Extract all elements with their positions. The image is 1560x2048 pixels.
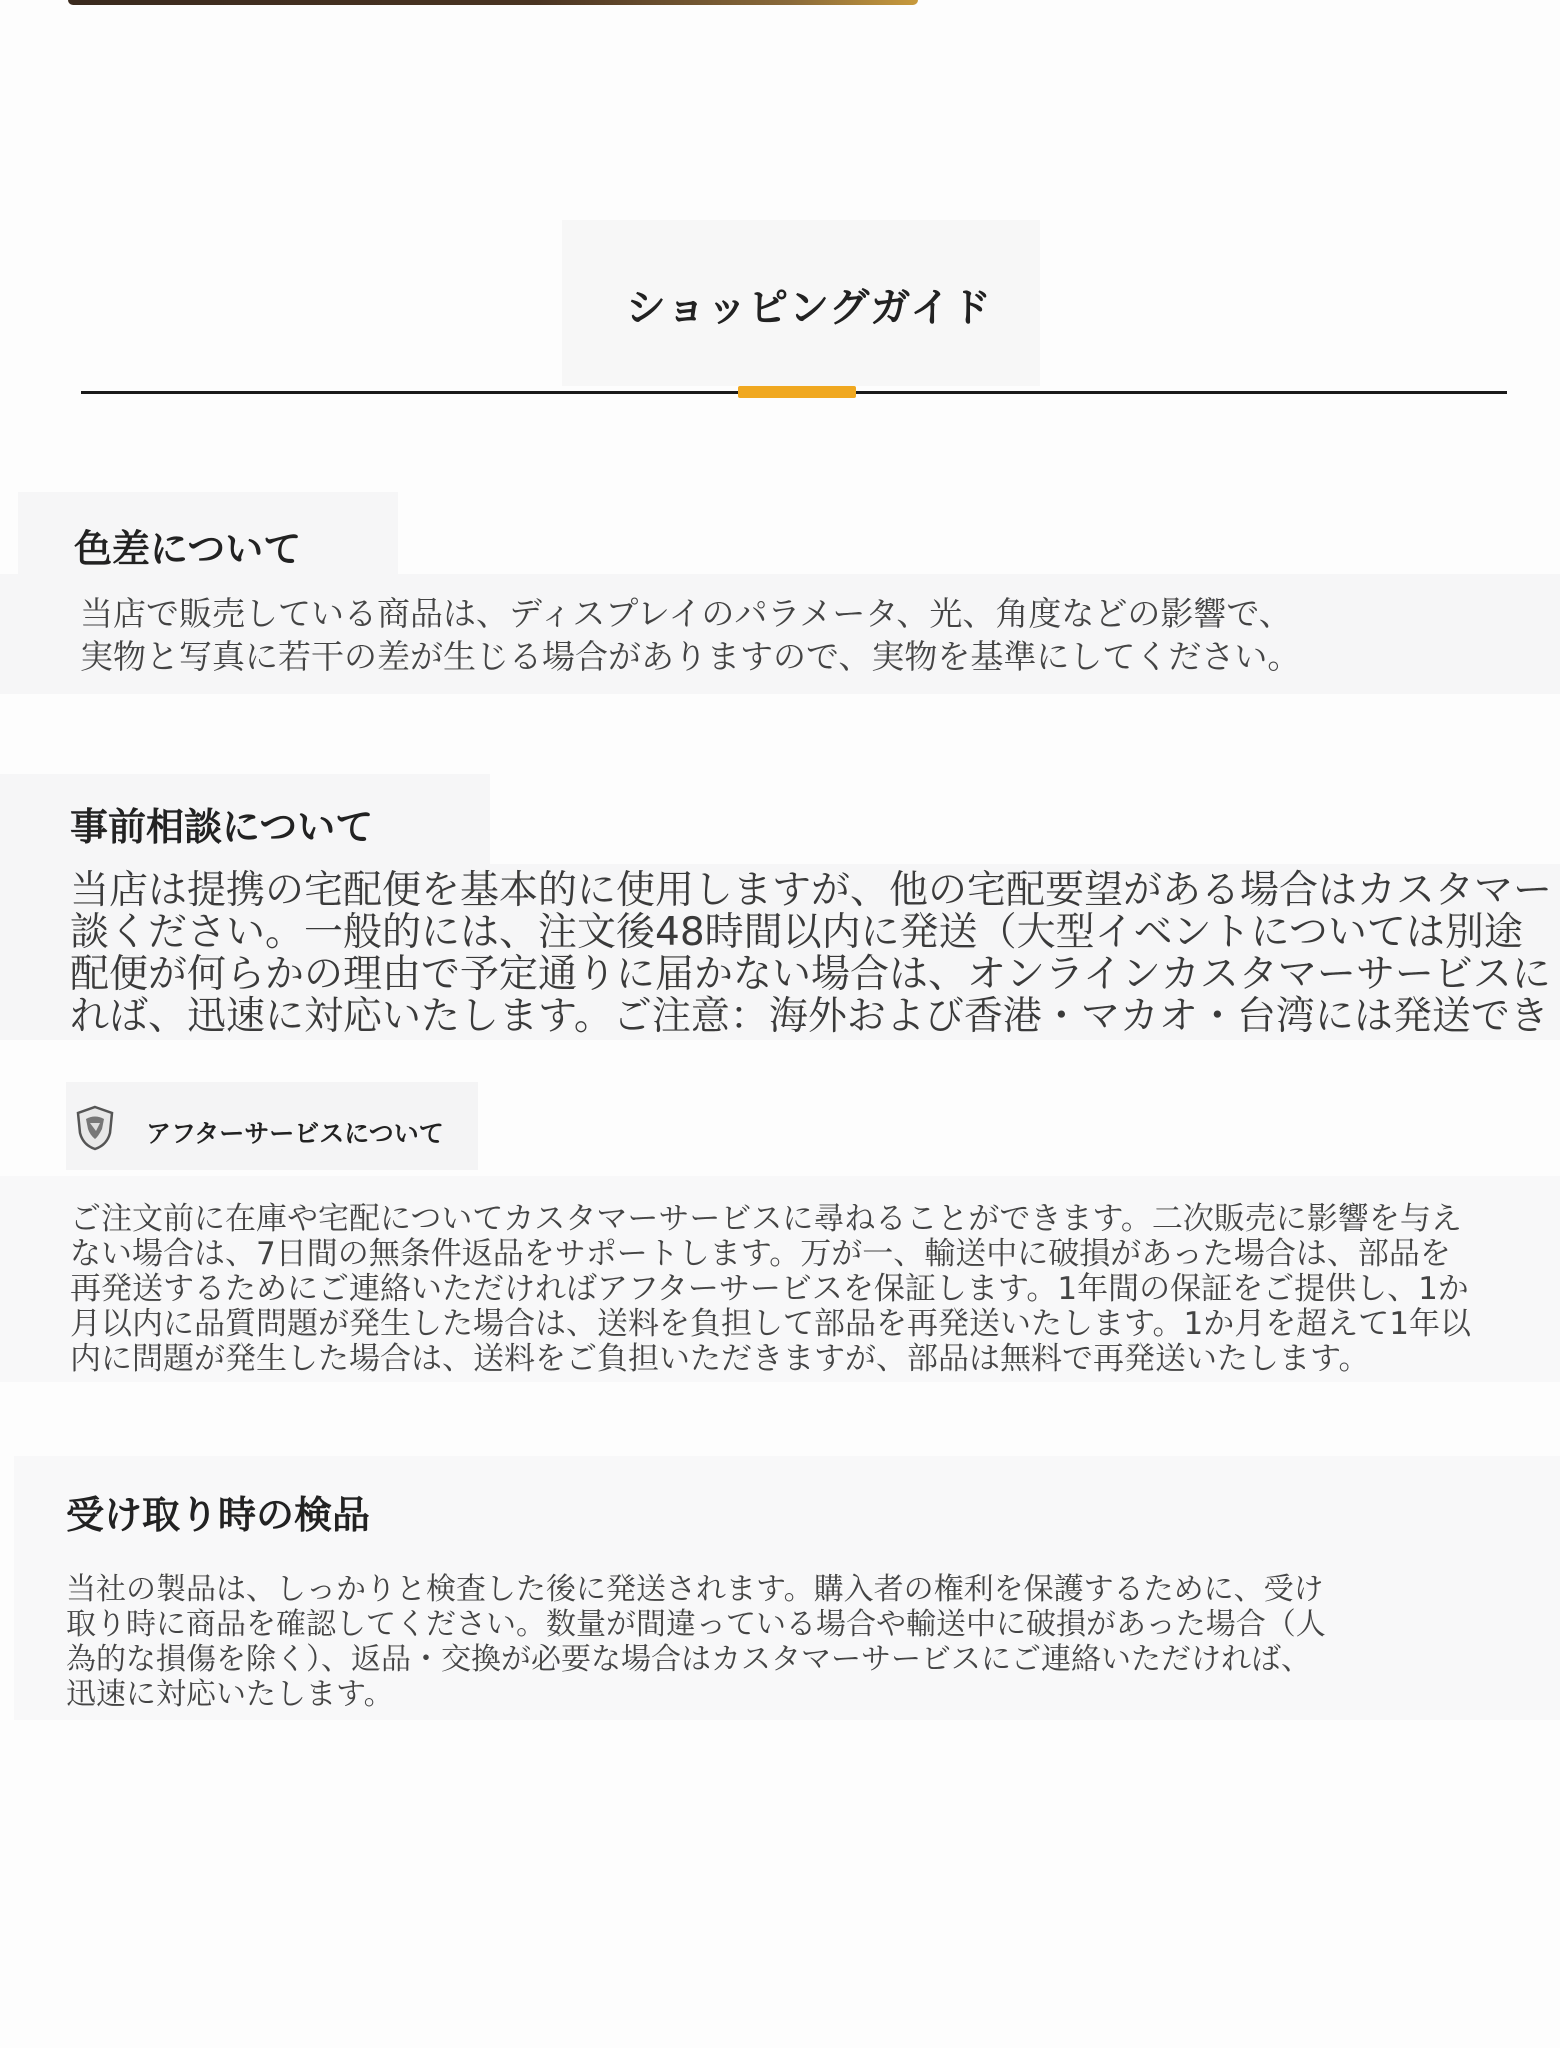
after-service-heading: アフターサービスについて xyxy=(146,1119,444,1148)
after-service-line: 月以内に品質問題が発生した場合は、送料を負担して部品を再発送いたします。1か月を超えて1年以 xyxy=(70,1306,1471,1342)
shield-logo-icon xyxy=(74,1105,116,1151)
consult-line: 配便が何らかの理由で予定通りに届かない場合は、オンラインカスタマーサービスに xyxy=(70,952,1551,997)
shopping-guide-title: ショッピングガイド xyxy=(625,285,993,331)
inspection-line: 取り時に商品を確認してください。数量が間違っている場合や輸送中に破損があった場合（人 xyxy=(66,1607,1326,1642)
title-divider-accent xyxy=(738,386,856,398)
inspection-line: 当社の製品は、しっかりと検査した後に発送されます。購入者の権利を保護するために、受け xyxy=(66,1572,1324,1607)
inspection-heading: 受け取り時の検品 xyxy=(66,1493,371,1537)
after-service-line: ご注文前に在庫や宅配についてカスタマーサービスに尋ねることができます。二次販売に影響を与え xyxy=(70,1201,1462,1237)
after-service-body xyxy=(70,1202,1471,1377)
inspection-body xyxy=(66,1572,1326,1712)
after-service-line: 内に問題が発生した場合は、送料をご負担いただきますが、部品は無料で再発送いたします。 xyxy=(70,1341,1370,1377)
after-service-line: ない場合は、7日間の無条件返品をサポートします。万が一、輸送中に破損があった場合は、部品を xyxy=(70,1236,1451,1272)
consult-line: れば、迅速に対応いたします。ご注意：海外および香港・マカオ・台湾には発送でき xyxy=(70,994,1549,1039)
color-diff-line: 実物と写真に若干の差が生じる場合がありますので、実物を基準にしてください。 xyxy=(80,637,1301,676)
consult-heading: 事前相談について xyxy=(70,805,374,849)
product-photo-bottom-edge xyxy=(68,0,918,5)
inspection-line: 迅速に対応いたします。 xyxy=(66,1677,394,1712)
after-service-line: 再発送するためにご連絡いただければアフターサービスを保証します。1年間の保証をご提供し、1か xyxy=(70,1271,1469,1307)
consult-body xyxy=(70,870,1552,1038)
color-diff-heading: 色差について xyxy=(74,527,302,571)
consult-line: 当店は提携の宅配便を基本的に使用しますが、他の宅配要望がある場合はカスタマー xyxy=(70,868,1553,913)
inspection-line: 為的な損傷を除く）、返品・交換が必要な場合はカスタマーサービスにご連絡いただければ、 xyxy=(66,1642,1311,1677)
color-diff-line: 当店で販売している商品は、ディスプレイのパラメータ、光、角度などの影響で、 xyxy=(80,594,1292,633)
consult-line: 談ください。一般的には、注文後48時間以内に発送（大型イベントについては別途 xyxy=(70,910,1523,955)
color-diff-body xyxy=(80,592,1300,678)
